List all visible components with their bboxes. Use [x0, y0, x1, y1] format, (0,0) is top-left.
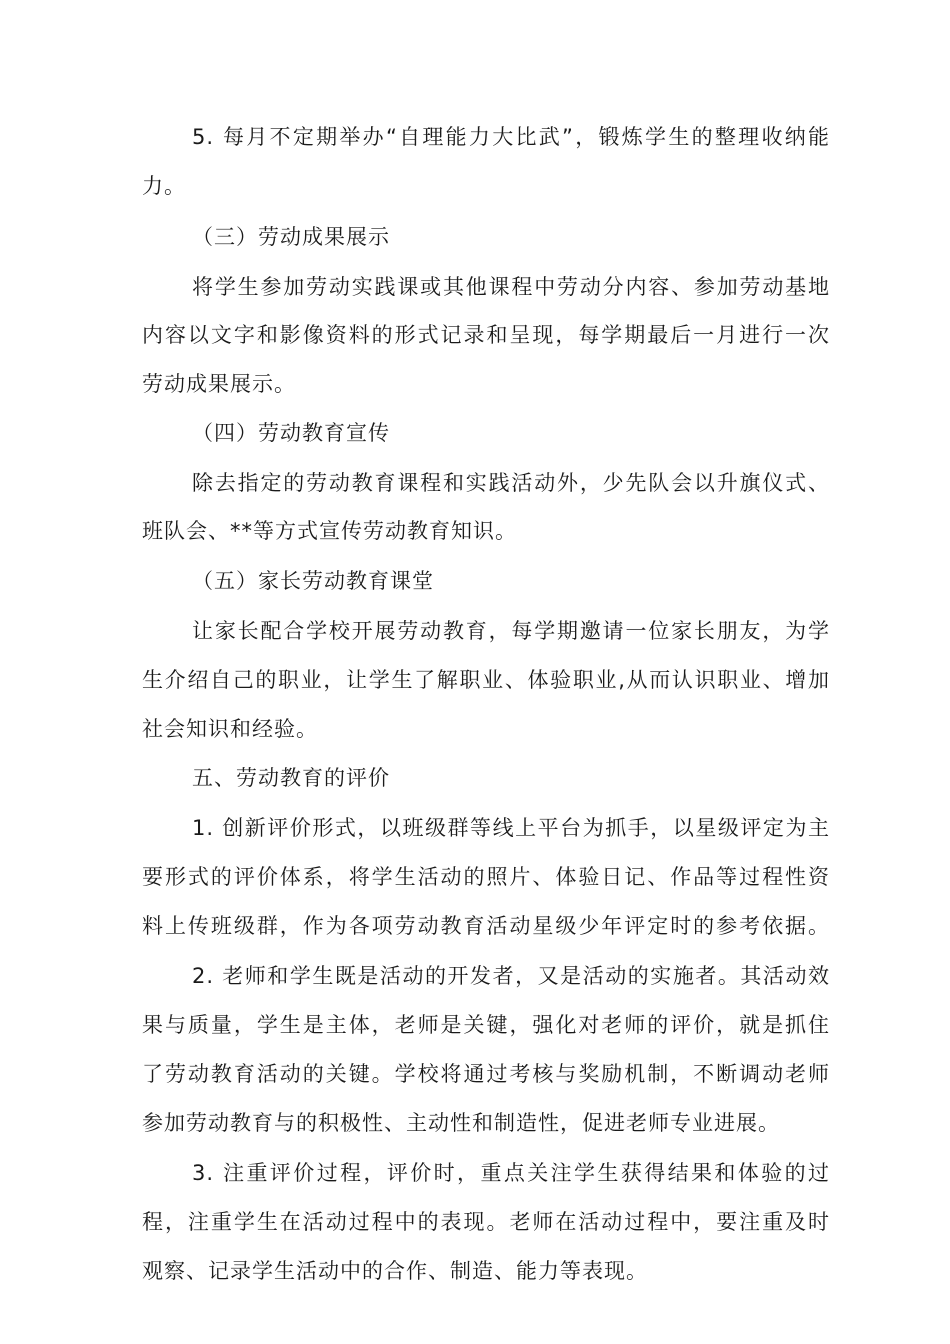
paragraph-line: 劳动成果展示。: [142, 372, 296, 396]
paragraph-line: 5. 每月不定期举办“自理能力大比武”，锻炼学生的整理收纳能: [192, 125, 830, 149]
paragraph-line: 了劳动教育活动的关键。学校将通过考核与奖励机制，不断调动老师: [142, 1062, 830, 1086]
paragraph-line: 参加劳动教育与的积极性、主动性和制造性，促进老师专业进展。: [142, 1111, 780, 1135]
paragraph-line: 将学生参加劳动实践课或其他课程中劳动分内容、参加劳动基地: [192, 275, 830, 299]
paragraph-line: 班队会、**等方式宣传劳动教育知识。: [142, 519, 517, 543]
paragraph-line: 观察、记录学生活动中的合作、制造、能力等表现。: [142, 1259, 648, 1283]
paragraph-line: 程，注重学生在活动过程中的表现。老师在活动过程中，要注重及时: [142, 1210, 830, 1234]
paragraph-line: 果与质量，学生是主体，老师是关键，强化对老师的评价，就是抓住: [142, 1013, 830, 1037]
paragraph-line: 生介绍自己的职业，让学生了解职业、体验职业,从而认识职业、增加: [142, 668, 830, 692]
paragraph-line: 让家长配合学校开展劳动教育，每学期邀请一位家长朋友，为学: [192, 619, 830, 643]
paragraph-line: 2. 老师和学生既是活动的开发者，又是活动的实施者。其活动效: [192, 964, 830, 988]
paragraph-line: 力。: [142, 174, 186, 198]
section-heading: 五、劳动教育的评价: [192, 766, 390, 790]
paragraph-line: 要形式的评价体系，将学生活动的照片、体验日记、作品等过程性资: [142, 865, 830, 889]
paragraph-line: 内容以文字和影像资料的形式记录和呈现，每学期最后一月进行一次: [142, 323, 830, 347]
paragraph-line: 料上传班级群，作为各项劳动教育活动星级少年评定时的参考依据。: [142, 914, 830, 938]
paragraph-line: 社会知识和经验。: [142, 717, 318, 741]
section-heading: （三）劳动成果展示: [192, 225, 390, 249]
section-heading: （五）家长劳动教育课堂: [192, 569, 434, 593]
section-heading: （四）劳动教育宣传: [192, 421, 390, 445]
paragraph-line: 除去指定的劳动教育课程和实践活动外，少先队会以升旗仪式、: [192, 471, 830, 495]
paragraph-line: 3. 注重评价过程，评价时，重点关注学生获得结果和体验的过: [192, 1161, 830, 1185]
paragraph-line: 1. 创新评价形式，以班级群等线上平台为抓手，以星级评定为主: [192, 816, 830, 840]
